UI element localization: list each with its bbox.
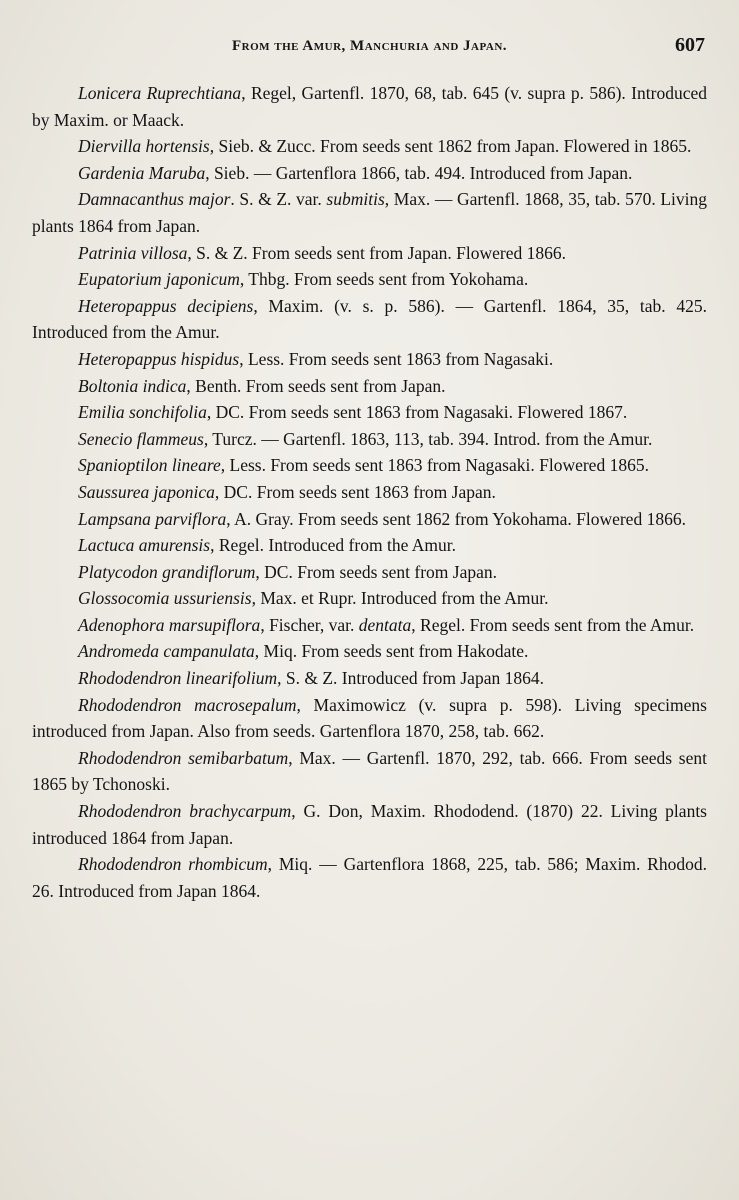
species-text: , G. Don, Maxim. Rhododend. (1870) 22. Living plants introduced 1864 from Japan. xyxy=(32,801,707,848)
species-name: Senecio flammeus xyxy=(78,428,204,449)
species-text: , Less. From seeds sent 1863 from Nagasaki. Flowered 1865. xyxy=(220,455,649,476)
species-entry xyxy=(32,266,707,293)
species-entry xyxy=(32,798,707,851)
species-entry xyxy=(32,426,707,453)
species-text: , Miq. From seeds sent from Hakodate. xyxy=(254,641,529,662)
species-text: , DC. From seeds sent from Japan. xyxy=(255,561,497,582)
species-name: Emilia sonchifolia xyxy=(78,402,207,423)
species-entry xyxy=(32,612,707,639)
species-text: , Regel. Introduced from the Amur. xyxy=(210,535,456,556)
species-name: Eupatorium japonicum xyxy=(78,269,240,290)
species-name: Lactuca amurensis xyxy=(78,535,211,556)
species-entry xyxy=(32,133,707,160)
species-text: , Miq. — Gartenflora 1868, 225, tab. 586; Maxim. Rhodod. 26. Introduced from Japan 1864. xyxy=(32,854,707,901)
species-name: Damnacanthus major xyxy=(78,189,231,210)
species-entry xyxy=(32,851,707,904)
species-entry xyxy=(32,452,707,479)
species-text: , Max. — Gartenfl. 1870, 292, tab. 666. From seeds sent 1865 by Tchonoski. xyxy=(32,747,707,795)
page-header xyxy=(0,34,739,64)
variety-name: submitis xyxy=(326,189,385,210)
species-text: , S. & Z. From seeds sent from Japan. Flowered 1866. xyxy=(187,242,567,263)
species-text: . S. & Z. var. xyxy=(230,189,327,210)
species-name: Rhododendron rhombicum xyxy=(78,854,268,875)
species-text: , Benth. From seeds sent from Japan. xyxy=(186,375,446,396)
species-name: Andromeda campanulata xyxy=(78,641,255,662)
species-name: Adenophora marsupiflora xyxy=(78,614,261,635)
species-entry xyxy=(32,692,707,745)
species-text: , Maxim. (v. s. p. 586). — Gartenfl. 1864, 35, tab. 425. Introduced from the Amur. xyxy=(32,295,708,343)
species-name: Patrinia villosa xyxy=(78,242,188,263)
species-name: Heteropappus hispidus xyxy=(78,348,240,369)
species-text: , S. & Z. Introduced from Japan 1864. xyxy=(277,668,544,689)
species-text-continued: , Max. — Gartenfl. 1868, 35, tab. 570. Living plants 1864 from Japan. xyxy=(32,189,707,236)
species-text: , Thbg. From seeds sent from Yokohama. xyxy=(239,269,529,290)
species-text: , Sieb. & Zucc. From seeds sent 1862 from Japan. Flowered in 1865. xyxy=(209,136,692,157)
page-number: 607 xyxy=(675,34,705,56)
species-entry xyxy=(32,160,707,187)
species-name: Diervilla hortensis xyxy=(78,136,210,157)
species-name: Rhododendron linearifolium xyxy=(78,668,278,689)
species-text: , A. Gray. From seeds sent 1862 from Yokohama. Flowered 1866. xyxy=(226,508,686,529)
species-name: Platycodon grandiflorum xyxy=(78,561,256,582)
species-entry xyxy=(32,506,707,533)
species-entry xyxy=(32,479,707,506)
species-name: Rhododendron semibarbatum xyxy=(78,747,289,768)
species-name: Lampsana parviflora xyxy=(78,508,227,529)
species-name: Spanioptilon lineare xyxy=(78,455,221,476)
species-entry xyxy=(32,373,707,400)
species-text: , Sieb. — Gartenflora 1866, tab. 494. Introduced from Japan. xyxy=(205,162,633,183)
species-name: Rhododendron brachycarpum xyxy=(78,801,292,822)
species-entry xyxy=(32,186,707,239)
species-entry xyxy=(32,745,707,798)
species-text: , DC. From seeds sent 1863 from Japan. xyxy=(214,481,496,502)
species-text: , Max. et Rupr. Introduced from the Amur. xyxy=(251,588,549,609)
species-text: , Fischer, var. xyxy=(260,614,359,635)
species-entry xyxy=(32,638,707,665)
species-name: Glossocomia ussuriensis xyxy=(78,588,252,609)
species-name: Saussurea japonica xyxy=(78,481,215,502)
species-entry xyxy=(32,346,707,373)
species-text: , Turcz. — Gartenfl. 1863, 113, tab. 394. Introd. from the Amur. xyxy=(203,428,653,449)
species-name: Heteropappus decipiens xyxy=(78,295,254,316)
species-name: Boltonia indica xyxy=(78,375,187,396)
species-entry xyxy=(32,585,707,612)
species-name: Gardenia Maruba xyxy=(78,162,206,183)
entries-body xyxy=(32,80,707,904)
species-entry xyxy=(32,240,707,267)
species-text: , DC. From seeds sent 1863 from Nagasaki. Flowered 1867. xyxy=(206,402,628,423)
species-entry xyxy=(32,665,707,692)
species-name: Rhododendron macrosepalum xyxy=(78,694,297,715)
species-name: Lonicera Ruprechtiana xyxy=(78,83,242,103)
species-entry xyxy=(32,532,707,559)
species-entry xyxy=(32,559,707,586)
species-text: , Regel, Gartenfl. 1870, 68, tab. 645 (v. supra p. 586). Introduced by Maxim. or Maack. xyxy=(32,83,707,130)
species-entry xyxy=(32,399,707,426)
species-entry xyxy=(32,80,707,133)
species-text-continued: , Regel. From seeds sent from the Amur. xyxy=(411,614,695,635)
species-text: , Maximowicz (v. supra p. 598). Living specimens introduced from Japan. Also from seeds. Gartenflora 1870, 258, tab. 662. xyxy=(32,694,707,742)
species-text: , Less. From seeds sent 1863 from Nagasaki. xyxy=(239,348,554,369)
species-entry xyxy=(32,293,707,346)
variety-name: dentata xyxy=(358,614,412,635)
running-head: From the Amur, Manchuria and Japan. xyxy=(231,38,508,54)
